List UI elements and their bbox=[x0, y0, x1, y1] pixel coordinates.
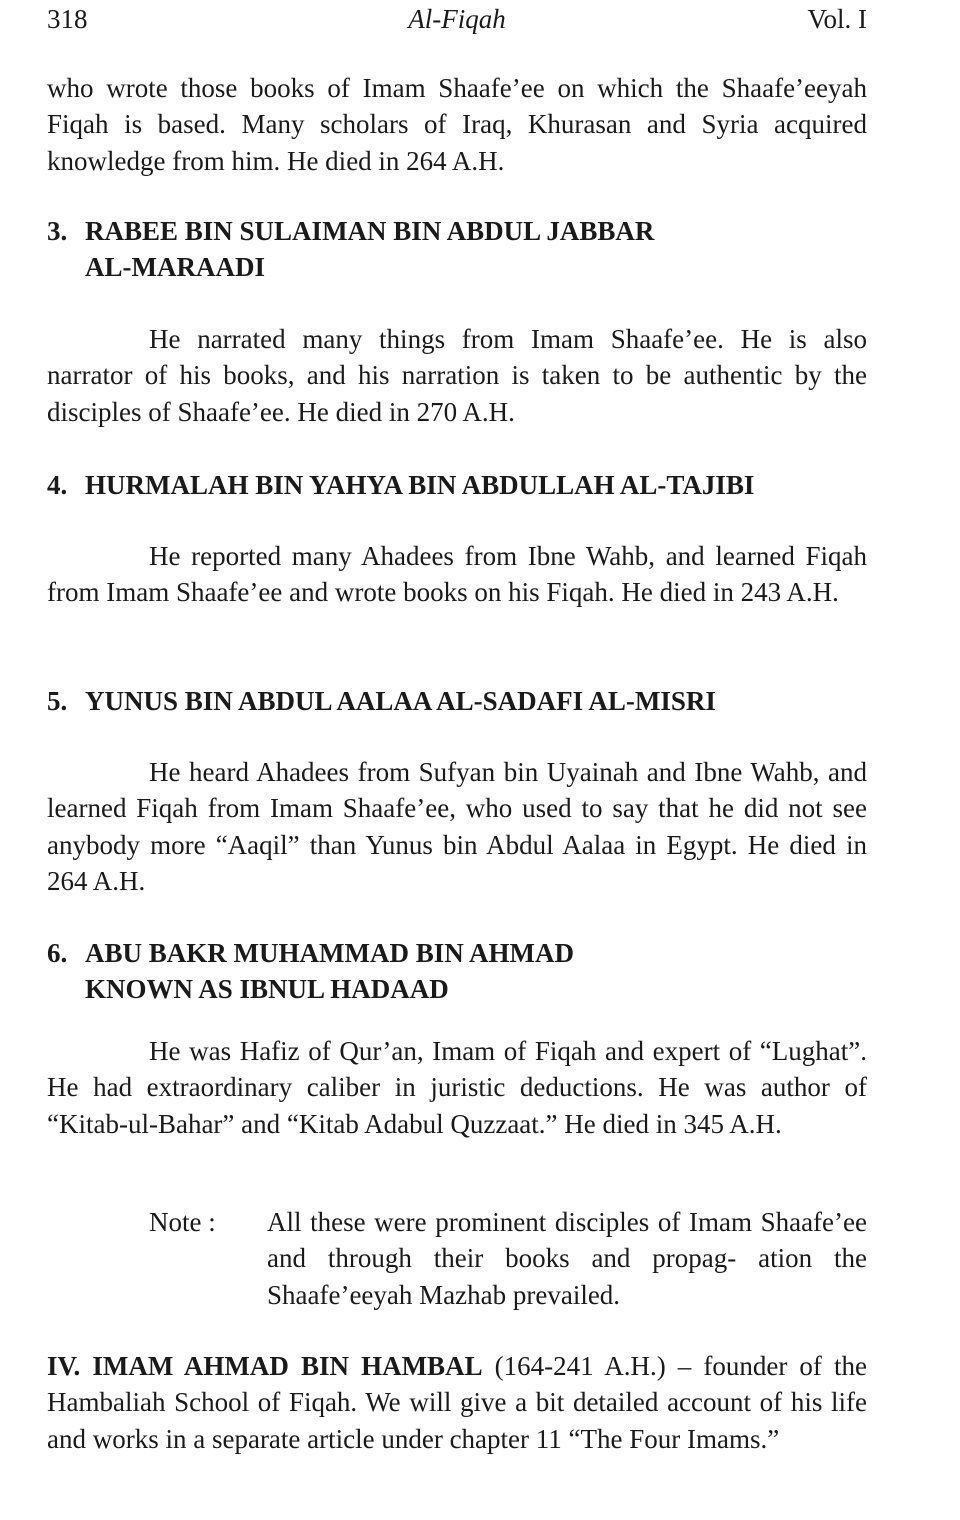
intro-paragraph: who wrote those books of Imam Shaafe’ee on which the Shaafe’eeyah Fiqah is based. Many scholars of Iraq, Khurasan and Syria acquired knowledge from him. He died in 264 A.H. bbox=[47, 73, 867, 176]
section-title-line2: KNOWN AS IBNUL HADAAD bbox=[85, 974, 449, 1004]
section-number: 4. bbox=[47, 470, 68, 500]
section-title-line1: ABU BAKR MUHAMMAD BIN AHMAD bbox=[85, 938, 574, 968]
section-6-body: He was Hafiz of Qur’an, Imam of Fiqah and expert of “Lughat”. He had extraordinary caliber in juristic deductions. He was author of “Kitab-ul-Bahar” and “Kitab Adabul Quzzaat.” He died in 345 A.H. bbox=[47, 1036, 867, 1139]
section-4-heading bbox=[47, 467, 887, 503]
section-number: 5. bbox=[47, 686, 68, 716]
closing-paragraph bbox=[47, 1348, 867, 1457]
closing-text: (164-241 A.H.) – founder of the Hambaliah School of Fiqah. We will give a bit detailed account of his life and works in a separate article under chapter 11 “The Four Imams.” bbox=[47, 1351, 867, 1454]
book-title: Al-Fiqah bbox=[408, 4, 506, 34]
section-5-heading bbox=[47, 683, 887, 719]
running-head bbox=[47, 2, 867, 36]
section-title-line1: HURMALAH BIN YAHYA BIN ABDULLAH AL-TAJIBI bbox=[85, 470, 755, 500]
note-text: All these were prominent disciples of Imam Shaafe’ee and through their books and propag- ation the Shaafe’eeyah Mazhab prevailed. bbox=[267, 1207, 867, 1310]
section-3-heading bbox=[47, 213, 887, 285]
section-title-line2: AL-MARAADI bbox=[85, 252, 265, 282]
note-label: Note : bbox=[149, 1207, 216, 1237]
section-3-body: He narrated many things from Imam Shaafe’ee. He is also narrator of his books, and his narration is taken to be authentic by the disciples of Shaafe’ee. He died in 270 A.H. bbox=[47, 324, 867, 427]
section-6-heading bbox=[47, 935, 887, 1007]
page-number: 318 bbox=[47, 4, 88, 34]
volume-label: Vol. I bbox=[807, 4, 867, 34]
section-title-line1: YUNUS BIN ABDUL AALAA AL-SADAFI AL-MISRI bbox=[85, 686, 716, 716]
closing-heading: IV. IMAM AHMAD BIN HAMBAL bbox=[47, 1351, 483, 1381]
section-5-body: He heard Ahadees from Sufyan bin Uyainah and Ibne Wahb, and learned Fiqah from Imam Shaafe’ee, who used to say that he did not see anybody more “Aaqil” than Yunus bin Abdul Aalaa in Egypt. He died in 264 A.H. bbox=[47, 757, 867, 897]
section-number: 3. bbox=[47, 216, 68, 246]
section-4-body: He reported many Ahadees from Ibne Wahb, and learned Fiqah from Imam Shaafe’ee and wrote books on his Fiqah. He died in 243 A.H. bbox=[47, 541, 867, 608]
section-number: 6. bbox=[47, 938, 68, 968]
section-title-line1: RABEE BIN SULAIMAN BIN ABDUL JABBAR bbox=[85, 216, 655, 246]
